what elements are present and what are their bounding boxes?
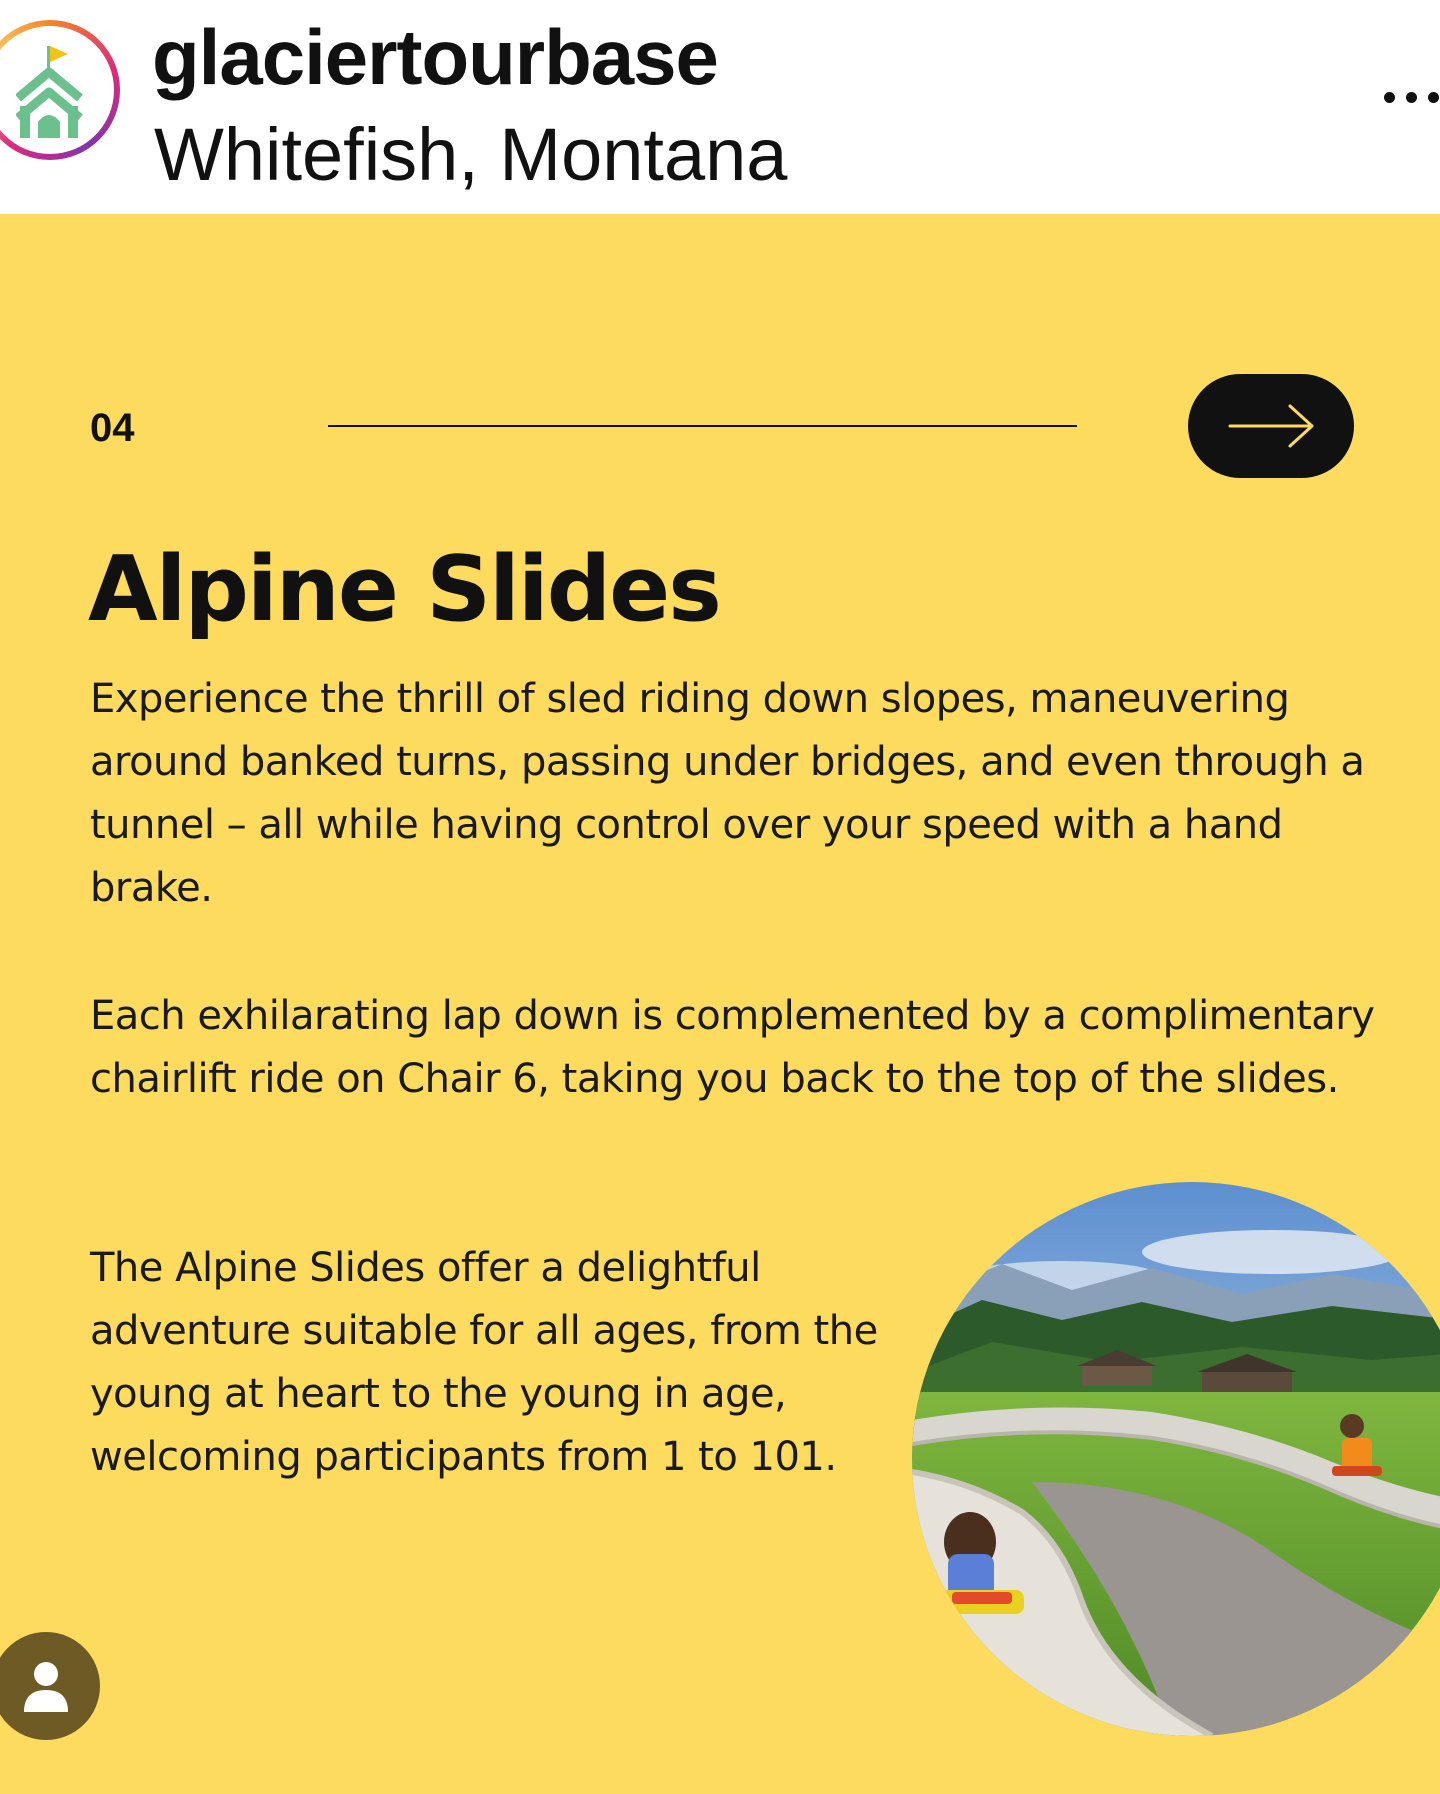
username[interactable]: glaciertourbase <box>152 13 718 101</box>
arrow-right-icon <box>1226 402 1316 450</box>
profile-avatar[interactable] <box>0 20 120 160</box>
description-paragraph: Each exhilarating lap down is complemented by a complimentary chairlift ride on Chair 6, taking you back to the top of the slides. <box>90 993 1375 1102</box>
next-button[interactable] <box>1188 374 1354 478</box>
tagged-user-button[interactable] <box>0 1632 100 1740</box>
location[interactable]: Whitefish, Montana <box>154 113 788 196</box>
description-paragraph: Experience the thrill of sled riding down slopes, maneuvering around banked turns, passing under bridges, and even through a tunnel – all while having control over your speed with a hand brake. <box>90 676 1365 911</box>
photo-illustration <box>912 1182 1440 1736</box>
more-dots-icon[interactable] <box>1384 92 1439 103</box>
tent-logo-icon <box>16 42 84 142</box>
dot <box>1406 92 1417 103</box>
user-icon <box>22 1658 70 1714</box>
description-paragraph: The Alpine Slides offer a delightful adventure suitable for all ages, from the young at heart to the young in age, welcoming participants from 1 to 101. <box>90 1245 878 1480</box>
dot <box>1428 92 1439 103</box>
slide-number: 04 <box>90 406 135 450</box>
divider-line <box>328 425 1077 427</box>
alpine-slide-photo <box>912 1182 1440 1736</box>
dot <box>1384 92 1395 103</box>
post-header <box>0 0 1440 214</box>
page-title: Alpine Slides <box>88 537 720 642</box>
